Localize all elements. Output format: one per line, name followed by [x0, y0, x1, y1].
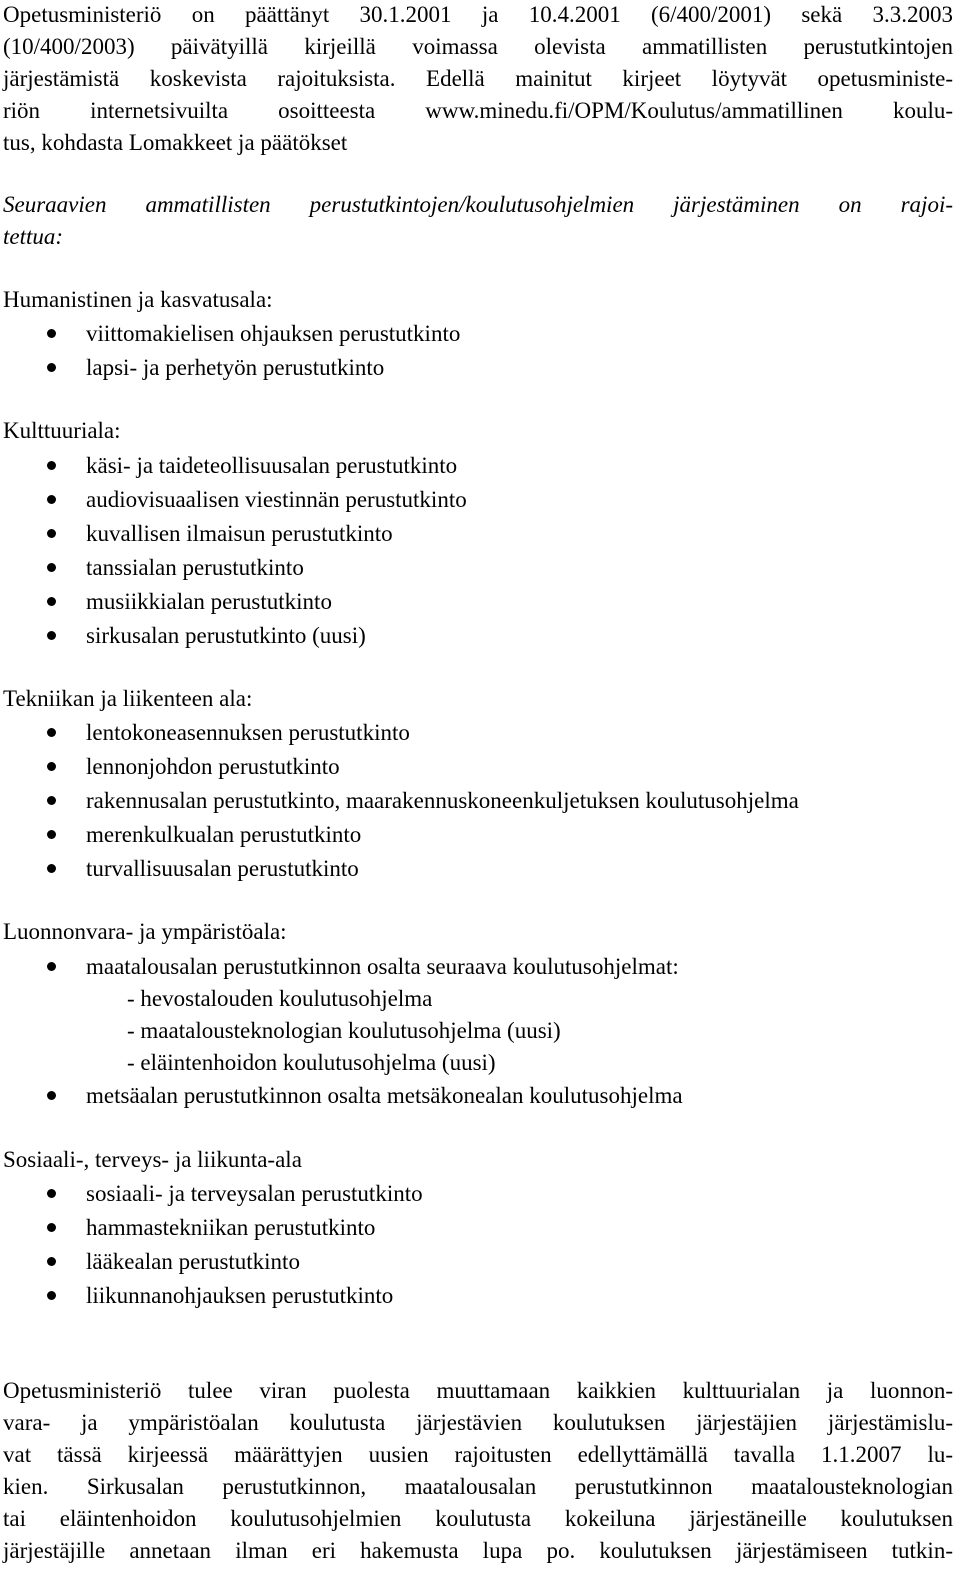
bullet-icon [47, 1291, 56, 1300]
bullet-icon [47, 461, 56, 470]
bullet-icon [47, 864, 56, 873]
bullet-icon [47, 830, 56, 839]
bullet-icon [47, 962, 56, 971]
section-title: Kulttuuriala: [3, 418, 121, 443]
sub-list-item: - hevostalouden koulutusohjelma [127, 986, 433, 1011]
bullet-icon [47, 762, 56, 771]
closing-line: kien. Sirkusalan perustutkinnon, maatalousalan perustutkinnon maatalousteknologian [3, 1474, 953, 1499]
bullet-icon [47, 631, 56, 640]
intro-line: tus, kohdasta Lomakkeet ja päätökset [3, 130, 348, 155]
bullet-icon [47, 363, 56, 372]
section-title: Luonnonvara- ja ympäristöala: [3, 919, 287, 944]
bullet-icon [47, 329, 56, 338]
section-title: Sosiaali-, terveys- ja liikunta-ala [3, 1147, 302, 1172]
bullet-icon [47, 1257, 56, 1266]
restricted-heading-line: tettua: [3, 224, 64, 249]
intro-line: (10/400/2003) päivätyillä kirjeillä voimassa olevista ammatillisten perustutkintojen [3, 34, 953, 59]
closing-line: vara- ja ympäristöalan koulutusta järjestävien koulutuksen järjestäjien järjestämislu- [3, 1410, 953, 1435]
bullet-icon [47, 1223, 56, 1232]
bullet-icon [47, 1189, 56, 1198]
bullet-icon [47, 728, 56, 737]
sub-list-item: - maatalousteknologian koulutusohjelma (uusi) [127, 1018, 561, 1043]
closing-line: Opetusministeriö tulee viran puolesta muuttamaan kaikkien kulttuurialan ja luonnon- [3, 1378, 953, 1403]
bullet-icon [47, 563, 56, 572]
bullet-icon [47, 529, 56, 538]
closing-line: järjestäjille annetaan ilman eri hakemusta lupa po. koulutuksen järjestämiseen tutkin- [3, 1538, 953, 1563]
section-title: Humanistinen ja kasvatusala: [3, 287, 273, 312]
sub-list-item: - eläintenhoidon koulutusohjelma (uusi) [127, 1050, 496, 1075]
bullet-icon [47, 597, 56, 606]
closing-line: tai eläintenhoidon koulutusohjelmien koulutusta kokeiluna järjestäneille koulutuksen [3, 1506, 953, 1531]
bullet-icon [47, 796, 56, 805]
section-title: Tekniikan ja liikenteen ala: [3, 686, 253, 711]
closing-line: vat tässä kirjeessä määrättyjen uusien rajoitusten edellyttämällä tavalla 1.1.2007 lu- [3, 1442, 953, 1467]
bullet-icon [47, 495, 56, 504]
intro-line: järjestämistä koskevista rajoituksista. Edellä mainitut kirjeet löytyvät opetusministe- [3, 66, 953, 91]
intro-line: riön internetsivuilta osoitteesta www.minedu.fi/OPM/Koulutus/ammatillinen koulu- [3, 98, 953, 123]
restricted-heading-line: Seuraavien ammatillisten perustutkintojen/koulutusohjelmien järjestäminen on rajoi- [3, 192, 953, 217]
intro-line: Opetusministeriö on päättänyt 30.1.2001 ja 10.4.2001 (6/400/2001) sekä 3.3.2003 [3, 2, 953, 27]
bullet-icon [47, 1091, 56, 1100]
